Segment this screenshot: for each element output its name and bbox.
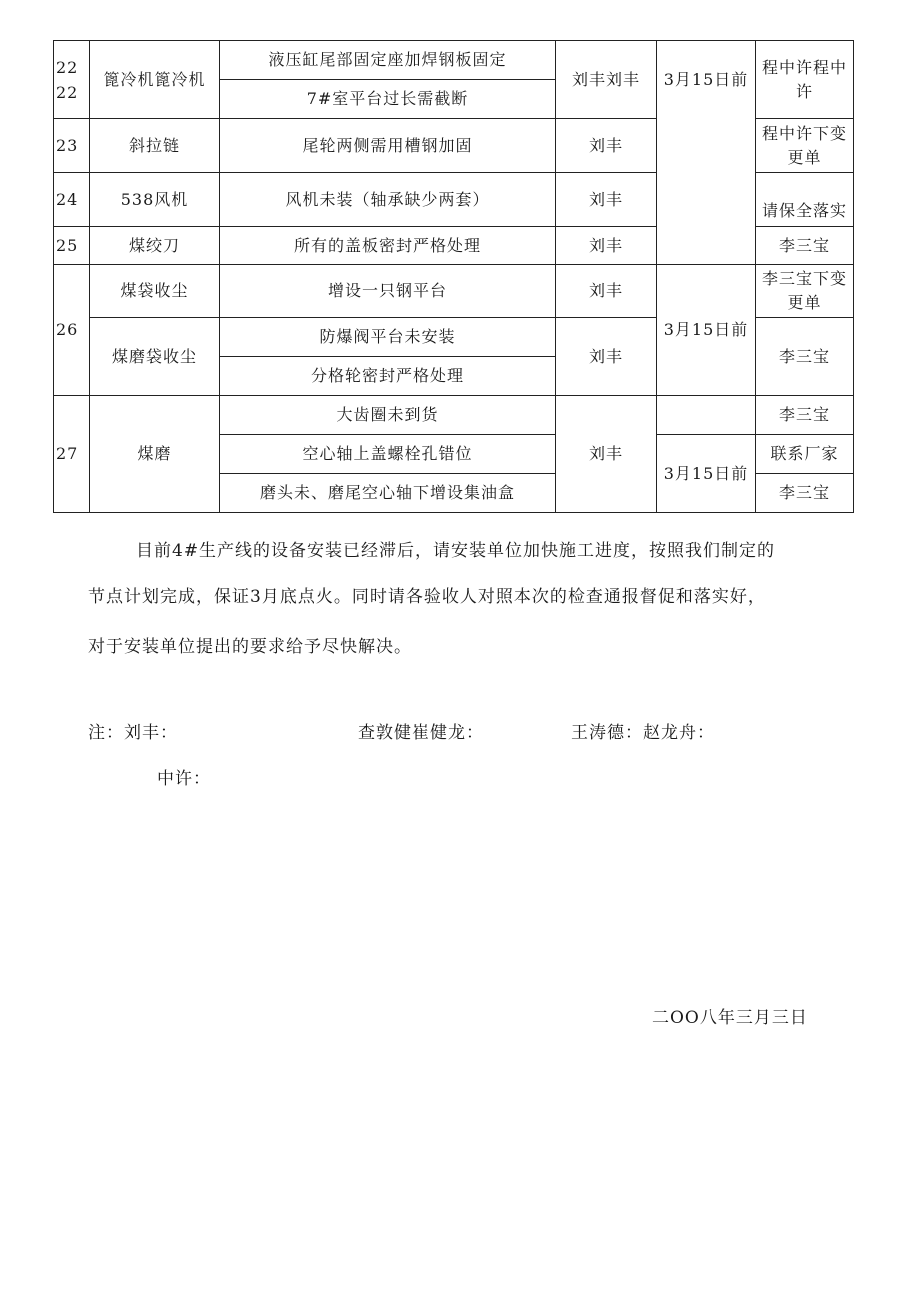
row26-person-2: 刘丰 xyxy=(588,346,623,366)
row22-issue-1: 液压缸尾部固定座加焊钢板固定 xyxy=(268,50,507,69)
row26-device-2: 煤磨袋收尘 xyxy=(111,346,197,366)
row23-issue: 尾轮两侧需用槽钢加固 xyxy=(302,135,473,155)
date-rows-22-25: 3月15日前 xyxy=(663,69,749,89)
row24-issue: 风机未装（轴承缺少两套） xyxy=(285,189,490,209)
row26-responsible-2: 李三宝 xyxy=(778,346,830,366)
row25-person: 刘丰 xyxy=(588,235,623,255)
row24-device: 538风机 xyxy=(120,189,189,209)
row26-device-1: 煤袋收尘 xyxy=(120,281,189,300)
row26-issue-3: 分格轮密封严格处理 xyxy=(310,366,464,385)
row26-date: 3月15日前 xyxy=(663,320,749,339)
row23-device: 斜拉链 xyxy=(128,135,180,155)
row23-person: 刘丰 xyxy=(588,135,623,155)
signature-3: 王涛德：赵龙舟： xyxy=(571,723,715,743)
row22-responsible: 程中许程中许 xyxy=(761,57,847,101)
row26-number: 26 xyxy=(56,320,79,339)
row25-device: 煤绞刀 xyxy=(128,235,180,255)
row22-issue-2: 7#室平台过长需截断 xyxy=(306,89,469,108)
row23-number: 23 xyxy=(56,135,79,155)
paragraph-line-3: 对于安装单位提出的要求给予尽快解决。 xyxy=(88,637,412,657)
row26-issue-2: 防爆阀平台未安装 xyxy=(319,327,456,346)
signature-2: 查敦健崔健龙： xyxy=(358,723,484,743)
row26-issue-1: 增设一只钢平台 xyxy=(327,281,447,300)
row27-person: 刘丰 xyxy=(588,444,623,463)
row26-responsible-1: 李三宝下变更单 xyxy=(761,269,847,312)
row23-responsible: 程中许下变更单 xyxy=(761,123,847,167)
row22-device: 篦冷机篦冷机 xyxy=(103,69,206,89)
row27-issue-2: 空心轴上盖螺栓孔错位 xyxy=(302,444,473,463)
signature-4: 中许： xyxy=(157,769,211,789)
row24-number: 24 xyxy=(56,189,79,209)
row26-person-1: 刘丰 xyxy=(588,281,623,300)
row27-date: 3月15日前 xyxy=(663,463,749,483)
row25-issue: 所有的盖板密封严格处理 xyxy=(293,235,481,255)
signature-note: 注：刘丰： xyxy=(88,723,178,743)
row25-responsible: 李三宝 xyxy=(778,235,830,255)
paragraph-line-1: 目前4#生产线的设备安装已经滞后，请安装单位加快施工进度，按照我们制定的 xyxy=(136,541,776,561)
row27-responsible-2: 联系厂家 xyxy=(770,444,839,463)
paragraph-line-2: 节点计划完成，保证3月底点火。同时请各验收人对照本次的检查通报督促和落实好， xyxy=(88,587,766,607)
row27-responsible-1: 李三宝 xyxy=(778,405,830,424)
document-date: 二OO八年三月三日 xyxy=(652,1008,808,1028)
row27-issue-1: 大齿圈未到货 xyxy=(336,405,439,424)
row22-number: 22 22 xyxy=(56,57,79,102)
row27-responsible-3: 李三宝 xyxy=(778,483,830,502)
row25-number: 25 xyxy=(56,235,79,255)
row27-issue-3: 磨头未、磨尾空心轴下增设集油盒 xyxy=(259,483,515,502)
row24-person: 刘丰 xyxy=(588,189,623,209)
row22-person: 刘丰刘丰 xyxy=(571,69,640,89)
row24-responsible: 请保全落实 xyxy=(761,200,847,220)
row27-device: 煤磨 xyxy=(137,444,172,463)
row27-number: 27 xyxy=(56,444,79,463)
